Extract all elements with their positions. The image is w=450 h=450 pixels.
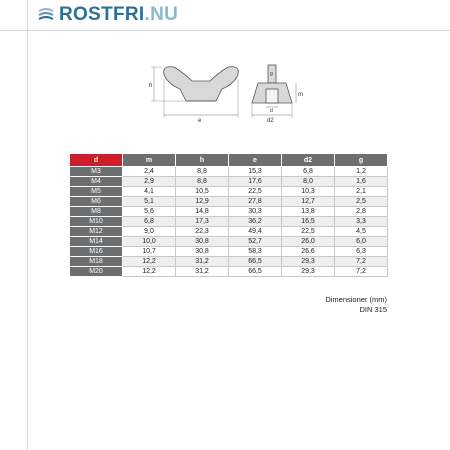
dim-d2-label: d2 (267, 118, 274, 124)
table-cell: 10,3 (282, 187, 335, 197)
dim-e-label: e (198, 118, 202, 124)
table-cell: 2,1 (335, 187, 388, 197)
table-cell: 12,9 (176, 197, 229, 207)
dim-h-label: h (149, 83, 153, 89)
table-body (70, 167, 388, 277)
column-header-e: e (229, 154, 282, 167)
size-cell: M3 (70, 167, 123, 177)
table-cell: 13,8 (282, 207, 335, 217)
table-cell: 6,0 (335, 237, 388, 247)
table-cell: 66,5 (229, 267, 282, 277)
dim-g-label: g (270, 71, 273, 77)
brand-name (59, 4, 178, 26)
table-cell: 14,8 (176, 207, 229, 217)
column-header-h: h (176, 154, 229, 167)
size-cell: M16 (70, 247, 123, 257)
size-cell: M5 (70, 187, 123, 197)
table-row (70, 197, 388, 207)
table-cell: 6,8 (123, 217, 176, 227)
size-cell: M8 (70, 207, 123, 217)
dim-m-label: m (298, 92, 303, 98)
table-cell: 26,6 (282, 247, 335, 257)
table-row (70, 207, 388, 217)
table-cell: 52,7 (229, 237, 282, 247)
wing-nut-front-view (164, 67, 239, 101)
table-cell: 30,3 (229, 207, 282, 217)
brand-name-dot: . (144, 4, 151, 25)
table-cell: 22,3 (176, 227, 229, 237)
table-cell: 15,3 (229, 167, 282, 177)
table-cell: 4,5 (335, 227, 388, 237)
left-margin-rule (27, 0, 28, 450)
table-cell: 29,3 (282, 267, 335, 277)
table-row (70, 227, 388, 237)
table-cell: 66,5 (229, 257, 282, 267)
size-cell: M18 (70, 257, 123, 267)
brand-name-main: ROSTFRI (59, 4, 145, 25)
table-cell: 9,0 (123, 227, 176, 237)
table-cell: 6,3 (335, 247, 388, 257)
brand-logo[interactable] (36, 4, 178, 26)
table-cell: 31,2 (176, 257, 229, 267)
column-header-d2: d2 (282, 154, 335, 167)
table-cell: 8,8 (176, 177, 229, 187)
standard-note: DIN 315 (359, 305, 387, 314)
table-cell: 26,0 (282, 237, 335, 247)
table-cell: 8,0 (282, 177, 335, 187)
table-row (70, 237, 388, 247)
table-cell: 6,8 (282, 167, 335, 177)
dim-d-label: d (270, 108, 273, 114)
table-cell: 8,8 (176, 167, 229, 177)
table-cell: 2,9 (123, 177, 176, 187)
table-cell: 10,0 (123, 237, 176, 247)
table-cell: 30,8 (176, 247, 229, 257)
rostfri-logo-icon (36, 5, 56, 25)
table-header-row (70, 154, 388, 167)
table-row (70, 177, 388, 187)
table-cell: 16,5 (282, 217, 335, 227)
size-cell: M20 (70, 267, 123, 277)
table-cell: 5,6 (123, 207, 176, 217)
size-cell: M14 (70, 237, 123, 247)
table-row (70, 187, 388, 197)
table-cell: 22,5 (229, 187, 282, 197)
table-cell: 12,2 (123, 257, 176, 267)
column-header-g: g (335, 154, 388, 167)
header-divider (0, 30, 450, 31)
table-row (70, 167, 388, 177)
dimension-table (69, 153, 388, 277)
table-cell: 17,3 (176, 217, 229, 227)
table-cell: 58,3 (229, 247, 282, 257)
table-cell: 27,8 (229, 197, 282, 207)
table-cell: 12,7 (282, 197, 335, 207)
table-caption (325, 295, 387, 315)
table-row (70, 217, 388, 227)
column-header-m: m (123, 154, 176, 167)
table-cell: 30,8 (176, 237, 229, 247)
table-cell: 7,2 (335, 257, 388, 267)
table-cell: 17,6 (229, 177, 282, 187)
size-cell: M4 (70, 177, 123, 187)
brand-name-tld: NU (150, 4, 179, 25)
table-cell: 22,5 (282, 227, 335, 237)
size-cell: M6 (70, 197, 123, 207)
table-cell: 5,1 (123, 197, 176, 207)
table-cell: 1,6 (335, 177, 388, 187)
table-cell: 2,5 (335, 197, 388, 207)
table-cell: 7,2 (335, 267, 388, 277)
size-cell: M10 (70, 217, 123, 227)
table-cell: 49,4 (229, 227, 282, 237)
table-cell: 36,2 (229, 217, 282, 227)
table-cell: 12,2 (123, 267, 176, 277)
table-cell: 2,4 (123, 167, 176, 177)
table-cell: 10,7 (123, 247, 176, 257)
table-cell: 4,1 (123, 187, 176, 197)
size-cell: M12 (70, 227, 123, 237)
table-row (70, 257, 388, 267)
table-cell: 2,8 (335, 207, 388, 217)
table-row (70, 247, 388, 257)
units-note: Dimensioner (mm) (325, 295, 387, 304)
wing-nut-drawing (140, 55, 310, 130)
table-row (70, 267, 388, 277)
column-header-d: d (70, 154, 123, 167)
table-cell: 3,3 (335, 217, 388, 227)
table-cell: 31,2 (176, 267, 229, 277)
table-cell: 1,2 (335, 167, 388, 177)
table-cell: 10,5 (176, 187, 229, 197)
table-cell: 29,3 (282, 257, 335, 267)
